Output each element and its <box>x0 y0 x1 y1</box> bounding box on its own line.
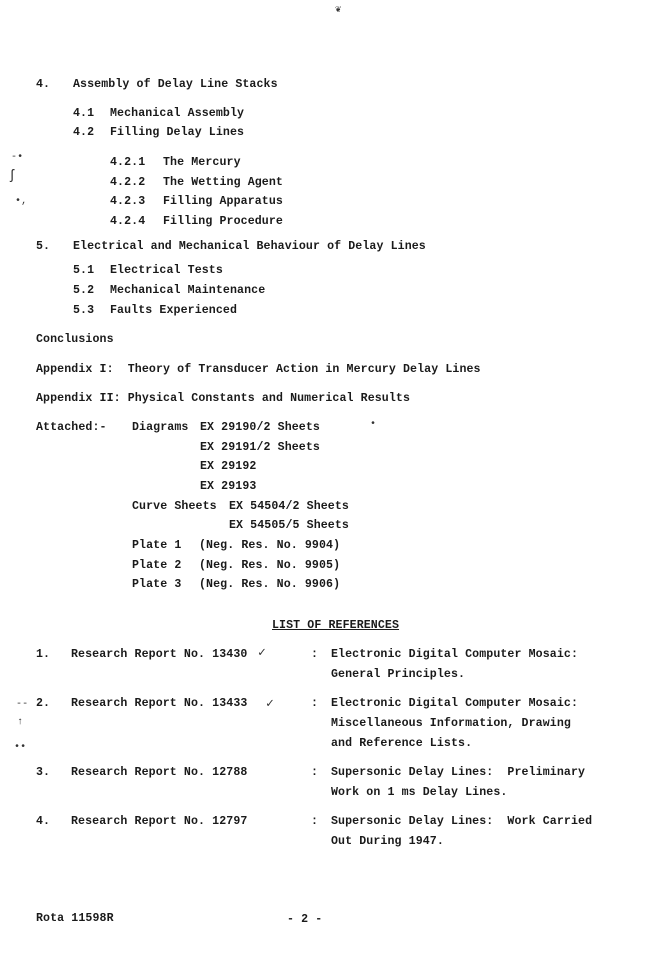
diagram-entry: EX 29192 <box>200 460 257 473</box>
subsection-title: Filling Delay Lines <box>110 126 245 139</box>
attached-label: Attached:- <box>36 421 107 434</box>
scan-mark-margin: •, <box>15 196 28 207</box>
plate-ref: (Neg. Res. No. 9904) <box>199 539 341 552</box>
diagram-entry: EX 29193 <box>200 480 257 493</box>
reference-description: General Principles. <box>331 668 466 681</box>
scan-mark-margin: -• <box>11 152 24 163</box>
plate-label: Plate 3 <box>132 578 182 591</box>
diagram-entry: EX 29190/2 Sheets <box>200 421 320 434</box>
reference-description: Supersonic Delay Lines: Preliminary <box>331 766 586 779</box>
references-heading: LIST OF REFERENCES <box>272 619 400 632</box>
curve-sheet-entry: EX 54505/5 Sheets <box>229 519 349 532</box>
subsection-title: Mechanical Maintenance <box>110 284 266 297</box>
subsection-number: 5.2 <box>73 284 95 297</box>
subsubsection-title: Filling Apparatus <box>163 195 283 208</box>
reference-report: Research Report No. 13430 <box>71 648 248 661</box>
curve-sheet-entry: EX 54504/2 Sheets <box>229 500 349 513</box>
scan-dot: • <box>370 419 377 430</box>
reference-colon: : <box>311 766 319 779</box>
reference-report: Research Report No. 12797 <box>71 815 248 828</box>
reference-report: Research Report No. 13433 <box>71 697 248 710</box>
scan-mark-margin: •• <box>14 742 27 753</box>
reference-description: and Reference Lists. <box>331 737 473 750</box>
subsection-number: 5.3 <box>73 304 95 317</box>
curve-sheets-label: Curve Sheets <box>132 500 217 513</box>
check-mark: ✓ <box>266 696 274 711</box>
plate-label: Plate 1 <box>132 539 182 552</box>
subsubsection-title: The Wetting Agent <box>163 176 283 189</box>
subsubsection-number: 4.2.4 <box>110 215 146 228</box>
reference-colon: : <box>311 648 319 661</box>
diagram-entry: EX 29191/2 Sheets <box>200 441 320 454</box>
reference-number: 4. <box>36 815 51 828</box>
section-5-title: Electrical and Mechanical Behaviour of Delay Lines <box>73 240 426 253</box>
reference-description: Electronic Digital Computer Mosaic: <box>331 697 579 710</box>
reference-number: 1. <box>36 648 51 661</box>
subsubsection-number: 4.2.1 <box>110 156 146 169</box>
reference-description: Work on 1 ms Delay Lines. <box>331 786 508 799</box>
section-5-number: 5. <box>36 240 51 253</box>
scan-mark-margin: ↑ <box>17 717 24 728</box>
reference-description: Miscellaneous Information, Drawing <box>331 717 571 730</box>
reference-description: Out During 1947. <box>331 835 444 848</box>
plate-ref: (Neg. Res. No. 9906) <box>199 578 341 591</box>
subsubsection-title: Filling Procedure <box>163 215 283 228</box>
appendix-entry: Appendix I: Theory of Transducer Action in Mercury Delay Lines <box>36 363 481 376</box>
reference-number: 3. <box>36 766 51 779</box>
subsubsection-number: 4.2.3 <box>110 195 146 208</box>
reference-description: Electronic Digital Computer Mosaic: <box>331 648 579 661</box>
subsection-title: Faults Experienced <box>110 304 238 317</box>
scan-mark-top: ❦ <box>335 5 342 16</box>
plate-label: Plate 2 <box>132 559 182 572</box>
diagrams-label: Diagrams <box>132 421 189 434</box>
reference-number: 2. <box>36 697 51 710</box>
subsection-title: Mechanical Assembly <box>110 107 245 120</box>
reference-colon: : <box>311 815 319 828</box>
subsection-number: 4.2 <box>73 126 95 139</box>
subsubsection-number: 4.2.2 <box>110 176 146 189</box>
subsubsection-title: The Mercury <box>163 156 241 169</box>
check-mark: ✓ <box>258 645 266 660</box>
conclusions-heading: Conclusions <box>36 333 114 346</box>
reference-colon: : <box>311 697 319 710</box>
reference-description: Supersonic Delay Lines: Work Carried <box>331 815 593 828</box>
section-4-number: 4. <box>36 78 51 91</box>
plate-ref: (Neg. Res. No. 9905) <box>199 559 341 572</box>
reference-report: Research Report No. 12788 <box>71 766 248 779</box>
subsection-number: 5.1 <box>73 264 95 277</box>
subsection-number: 4.1 <box>73 107 95 120</box>
scan-mark-margin: ʃ <box>8 168 17 184</box>
scan-mark-margin: -- <box>16 699 29 710</box>
appendix-entry: Appendix II: Physical Constants and Numerical Results <box>36 392 411 405</box>
section-4-title: Assembly of Delay Line Stacks <box>73 78 278 91</box>
subsection-title: Electrical Tests <box>110 264 223 277</box>
footer-reference: Rota 11598R <box>36 912 114 925</box>
page-number: - 2 - <box>287 913 323 926</box>
